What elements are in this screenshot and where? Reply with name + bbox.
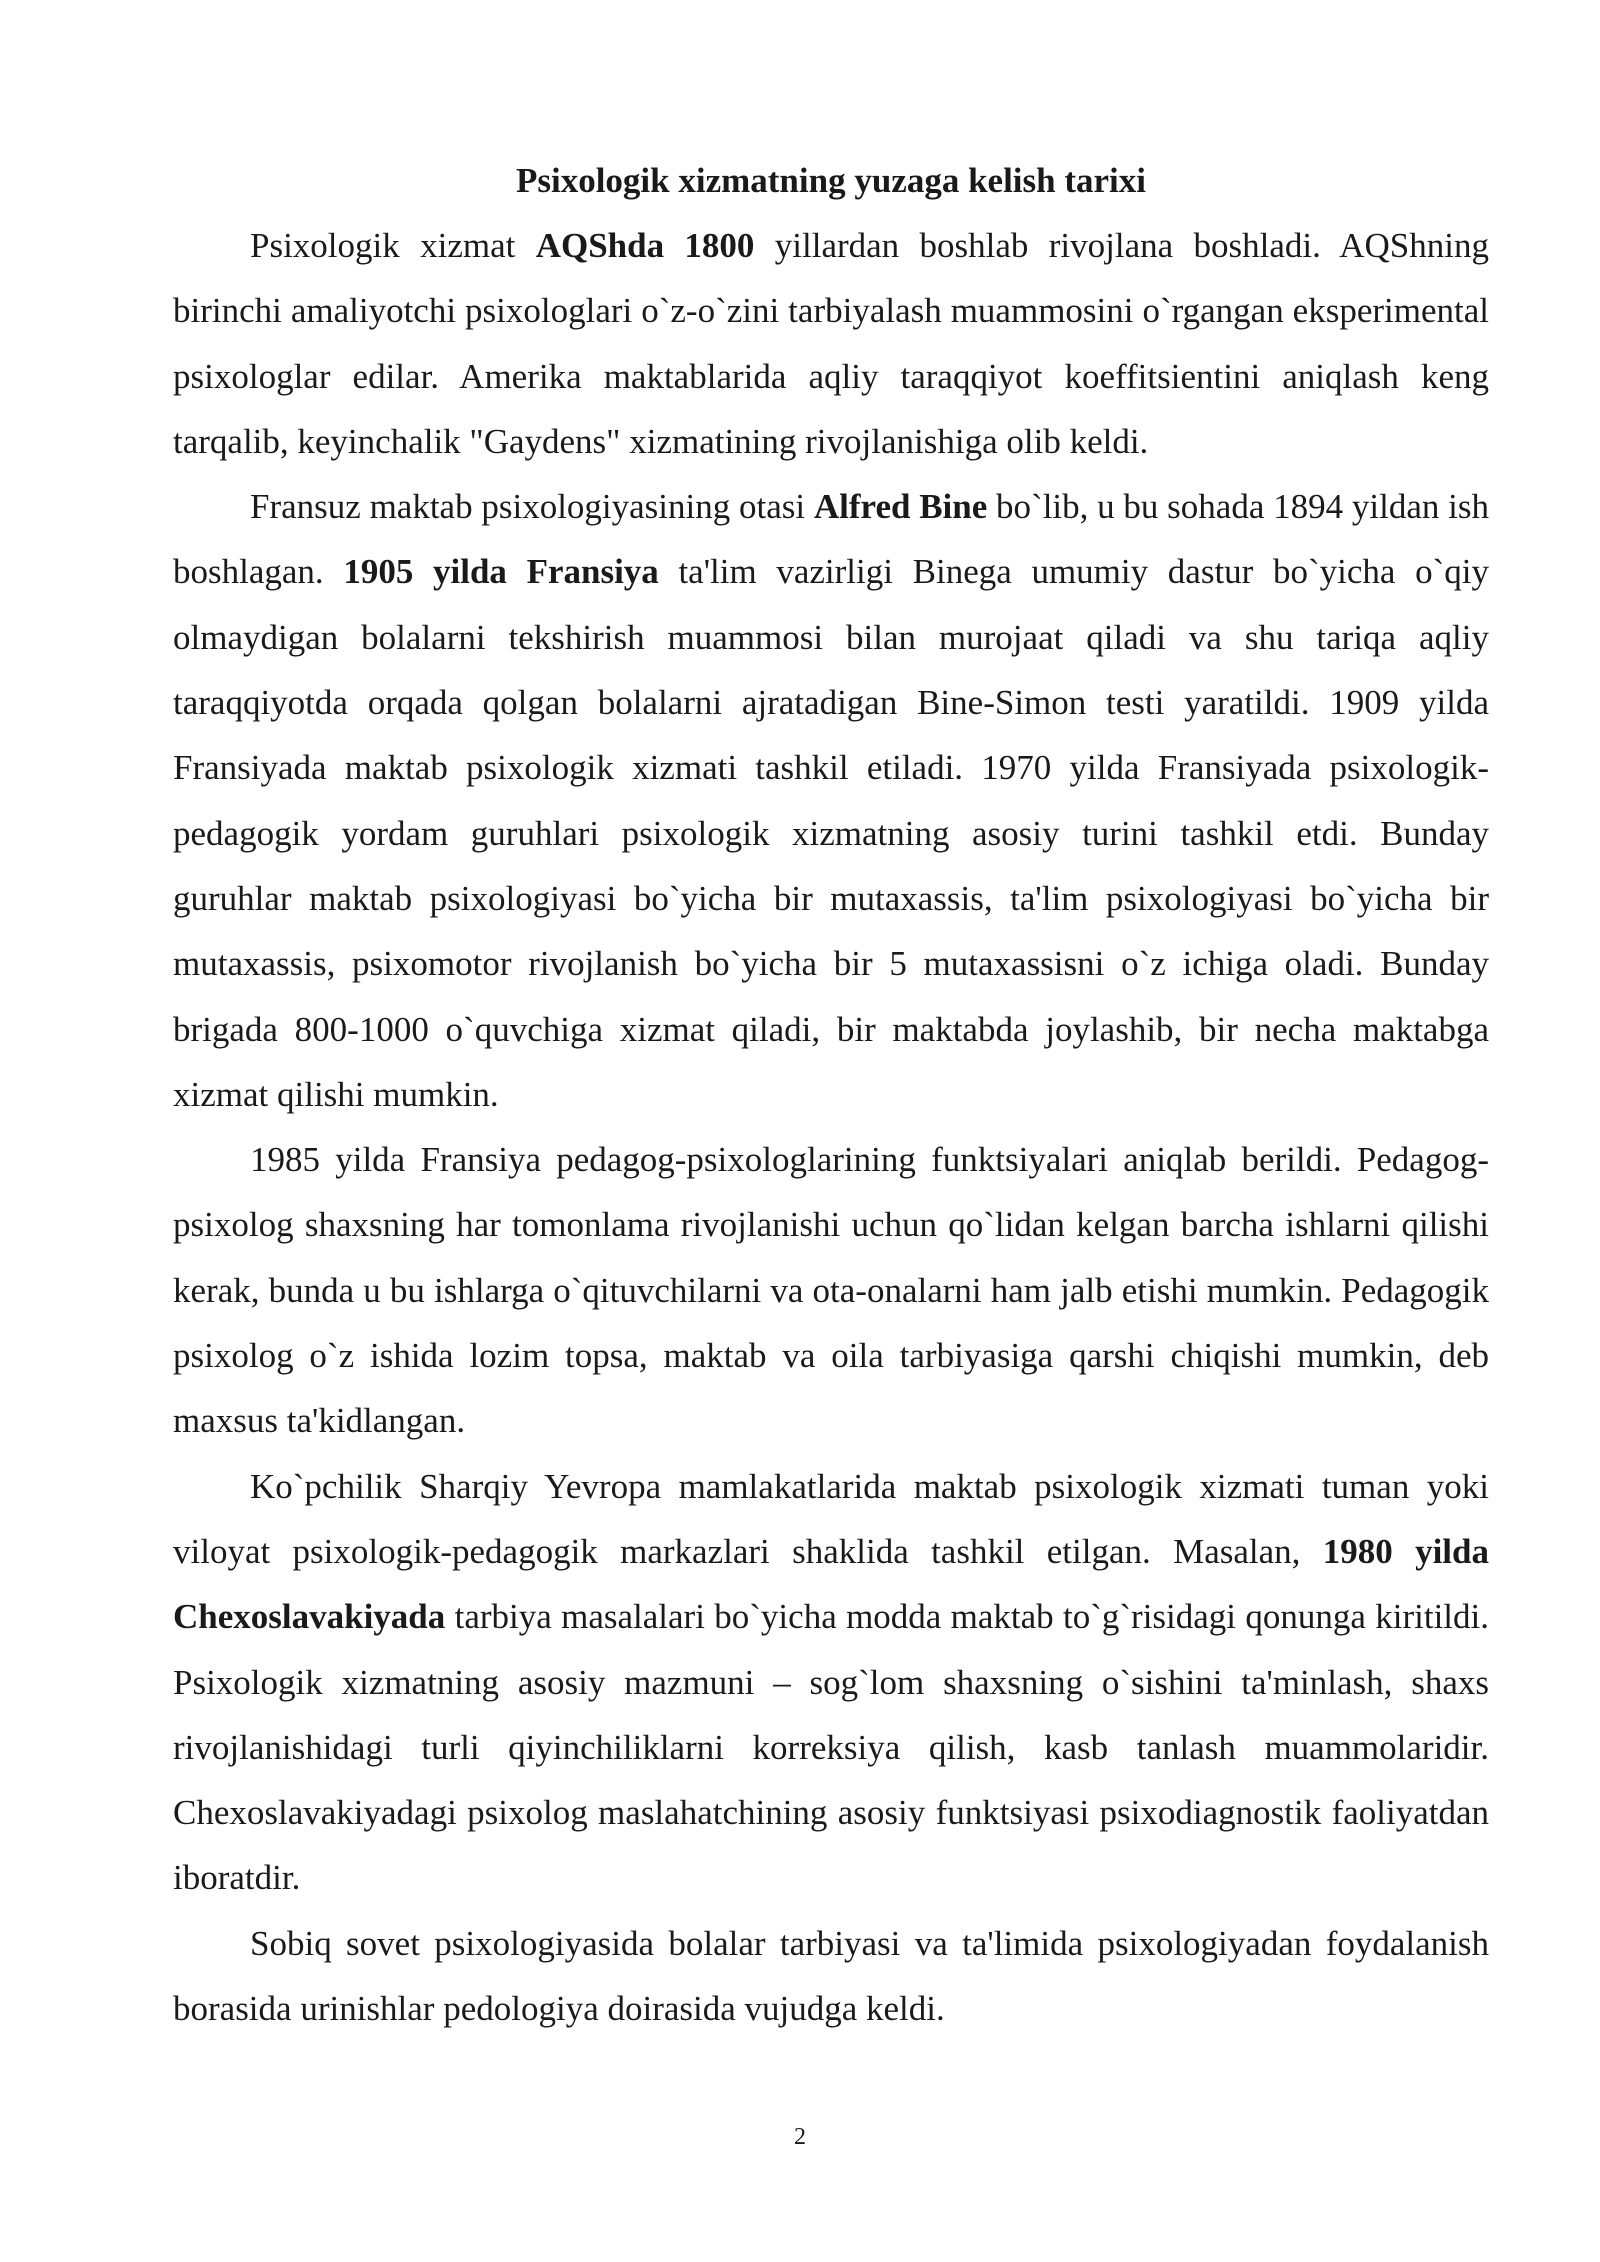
text-run: tarbiya masalalari bo`yicha modda maktab to`g`risidagi qonunga kiritildi. Psixologik xizmatning asosiy mazmuni – sog`lom shaxsning o`sishini ta'minlash, shaxs rivojlanishidagi turli qiyinchiliklarni korreksiya qilish, kasb tanlash muammolaridir. Chexoslavakiyadagi psixolog maslahatchining asosiy funktsiyasi psixodiagnostik faoliyatdan iboratdir.: [173, 1597, 1489, 1898]
text-run: Fransuz maktab psixologiyasining otasi: [250, 487, 814, 527]
document-title: Psixologik xizmatning yuzaga kelish tarixi: [515, 161, 1147, 200]
page-number: 2: [794, 2124, 806, 2150]
text-run: yillardan boshlab rivojlana boshladi. AQShning birinchi amaliyotchi psixologlari o`z-o`zini tarbiyalash muammosini o`rgangan eksperimental psixologlar edilar. Amerika maktablarida aqliy taraqqiyot koeffitsientini aniqlash keng tarqalib, keyinchalik "Gaydens" xizmatining rivojlanishiga olib keldi.: [173, 226, 1489, 461]
paragraph: [173, 1911, 1489, 2042]
paragraph: [173, 213, 1489, 474]
bold-text-run: Alfred Bine: [813, 487, 988, 527]
text-run: bo`lib, u bu sohada 1894 yildan ish boshlagan.: [173, 487, 1489, 592]
text-run: Psixologik xizmat: [250, 226, 536, 265]
document-page: [173, 148, 1489, 2041]
paragraph: [173, 474, 1489, 1127]
bold-text-run: AQShda 1800: [535, 226, 755, 265]
bold-text-run: 1980 yilda Chexoslavakiyada: [173, 1531, 1489, 1637]
paragraph: [173, 1454, 1489, 1911]
document-body: [173, 213, 1489, 2041]
text-run: Sobiq sovet psixologiyasida bolalar tarbiyasi va ta'limida psixologiyadan foydalanish borasida urinishlar pedologiya doirasida vujudga keldi.: [173, 1923, 1489, 2029]
bold-text-run: 1905 yilda Fransiya: [343, 552, 659, 592]
text-run: ta'lim vazirligi Binega umumiy dastur bo`yicha o`qiy olmaydigan bolalarni tekshirish muammosi bilan murojaat qiladi va shu tariqa aqliy taraqqiyotda orqada qolgan bolalarni ajratadigan Bine-Simon testi yaratildi. 1909 yilda Fransiyada maktab psixologik xizmati tashkil etiladi. 1970 yilda Fransiyada psixologik-pedagogik yordam guruhlari psixologik xizmatning asosiy turini tashkil etdi. Bunday guruhlar maktab psixologiyasi bo`yicha bir mutaxassis, ta'lim psixologiyasi bo`yicha bir mutaxassis, psixomotor rivojlanish bo`yicha bir 5 mutaxassisni o`z ichiga oladi. Bunday brigada 800-1000 o`quvchiga xizmat qiladi, bir maktabda joylashib, bir necha maktabga xizmat qilishi mumkin.: [173, 552, 1489, 1114]
paragraph: [173, 1127, 1489, 1453]
text-run: Ko`pchilik Sharqiy Yevropa mamlakatlarida maktab psixologik xizmati tuman yoki viloyat psixologik-pedagogik markazlari shaklida tashkil etilgan. Masalan,: [173, 1466, 1489, 1571]
text-run: 1985 yilda Fransiya pedagog-psixologlarining funktsiyalari aniqlab berildi. Pedagog-psixolog shaxsning har tomonlama rivojlanishi uchun qo`lidan kelgan barcha ishlarni qilishi kerak, bunda u bu ishlarga o`qituvchilarni va ota-onalarni ham jalb etishi mumkin. Pedagogik psixolog o`z ishida lozim topsa, maktab va oila tarbiyasiga qarshi chiqishi mumkin, deb maxsus ta'kidlangan.: [173, 1140, 1489, 1441]
